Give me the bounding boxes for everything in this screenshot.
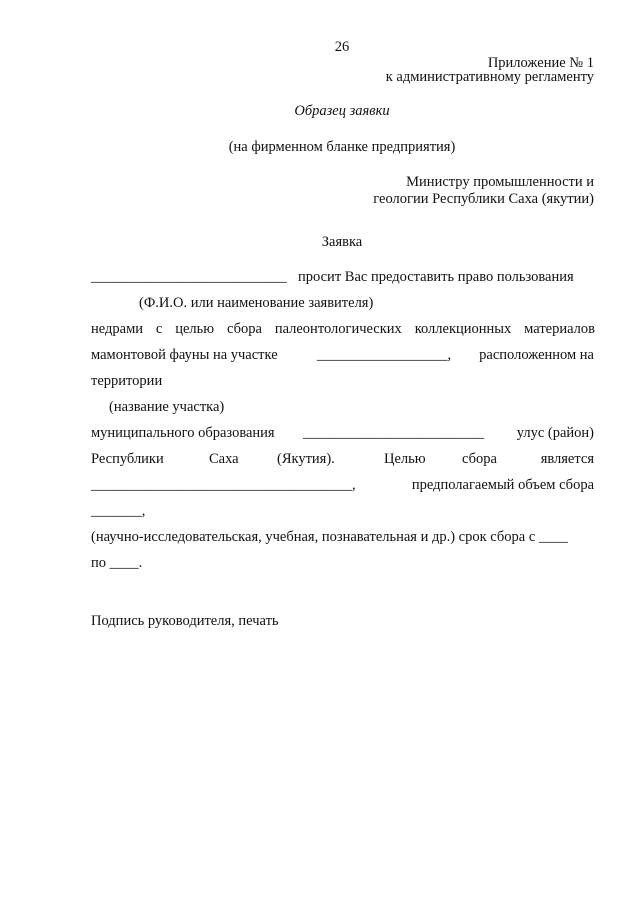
municipality-text: муниципального образования (91, 425, 275, 441)
site-text-b: расположенном на (479, 347, 594, 363)
sample-title: Образец заявки (294, 103, 390, 119)
letterhead-note: (на фирменном бланке предприятия) (228, 139, 456, 155)
addressee-line-2: геологии Республики Саха (якутии) (373, 191, 594, 207)
ulus-text: улус (район) (516, 425, 594, 441)
goal-blank: ____________________________________, (91, 477, 356, 493)
appendix-line-1: Приложение № 1 (487, 55, 594, 71)
applicant-name-blank: ___________________________ (91, 269, 287, 285)
page-number: 26 (334, 39, 350, 55)
yakutia-word: (Якутия). (277, 451, 335, 467)
goal-word: Целью (384, 451, 426, 467)
appendix-line-2: к административному регламенту (385, 69, 594, 85)
volume-blank: _______, (91, 503, 146, 519)
date-end: по ____. (91, 555, 143, 571)
republic-word: Республики (91, 451, 164, 467)
request-text: просит Вас предоставить право пользования (298, 269, 574, 285)
territory-word: территории (91, 373, 163, 389)
document-title: Заявка (321, 234, 363, 250)
sakha-word: Саха (209, 451, 239, 467)
purpose-line: недрами с целью сбора палеонтологических коллекционных материалов (91, 321, 595, 337)
site-name-blank: __________________, (317, 347, 452, 363)
applicant-hint: (Ф.И.О. или наименование заявителя) (139, 295, 374, 311)
is-word: является (540, 451, 594, 467)
addressee-line-1: Министру промышленности и (406, 174, 594, 190)
volume-text: предполагаемый объем сбора (411, 477, 594, 493)
collection-word: сбора (462, 451, 497, 467)
site-text-a: мамонтовой фауны на участке (91, 347, 278, 363)
purpose-hint-and-dates: (научно-исследовательская, учебная, познавательная и др.) срок сбора с ____ (91, 529, 568, 545)
signature-line: Подпись руководителя, печать (91, 613, 279, 629)
municipality-blank: _________________________ (303, 425, 485, 441)
site-hint: (название участка) (109, 399, 225, 415)
